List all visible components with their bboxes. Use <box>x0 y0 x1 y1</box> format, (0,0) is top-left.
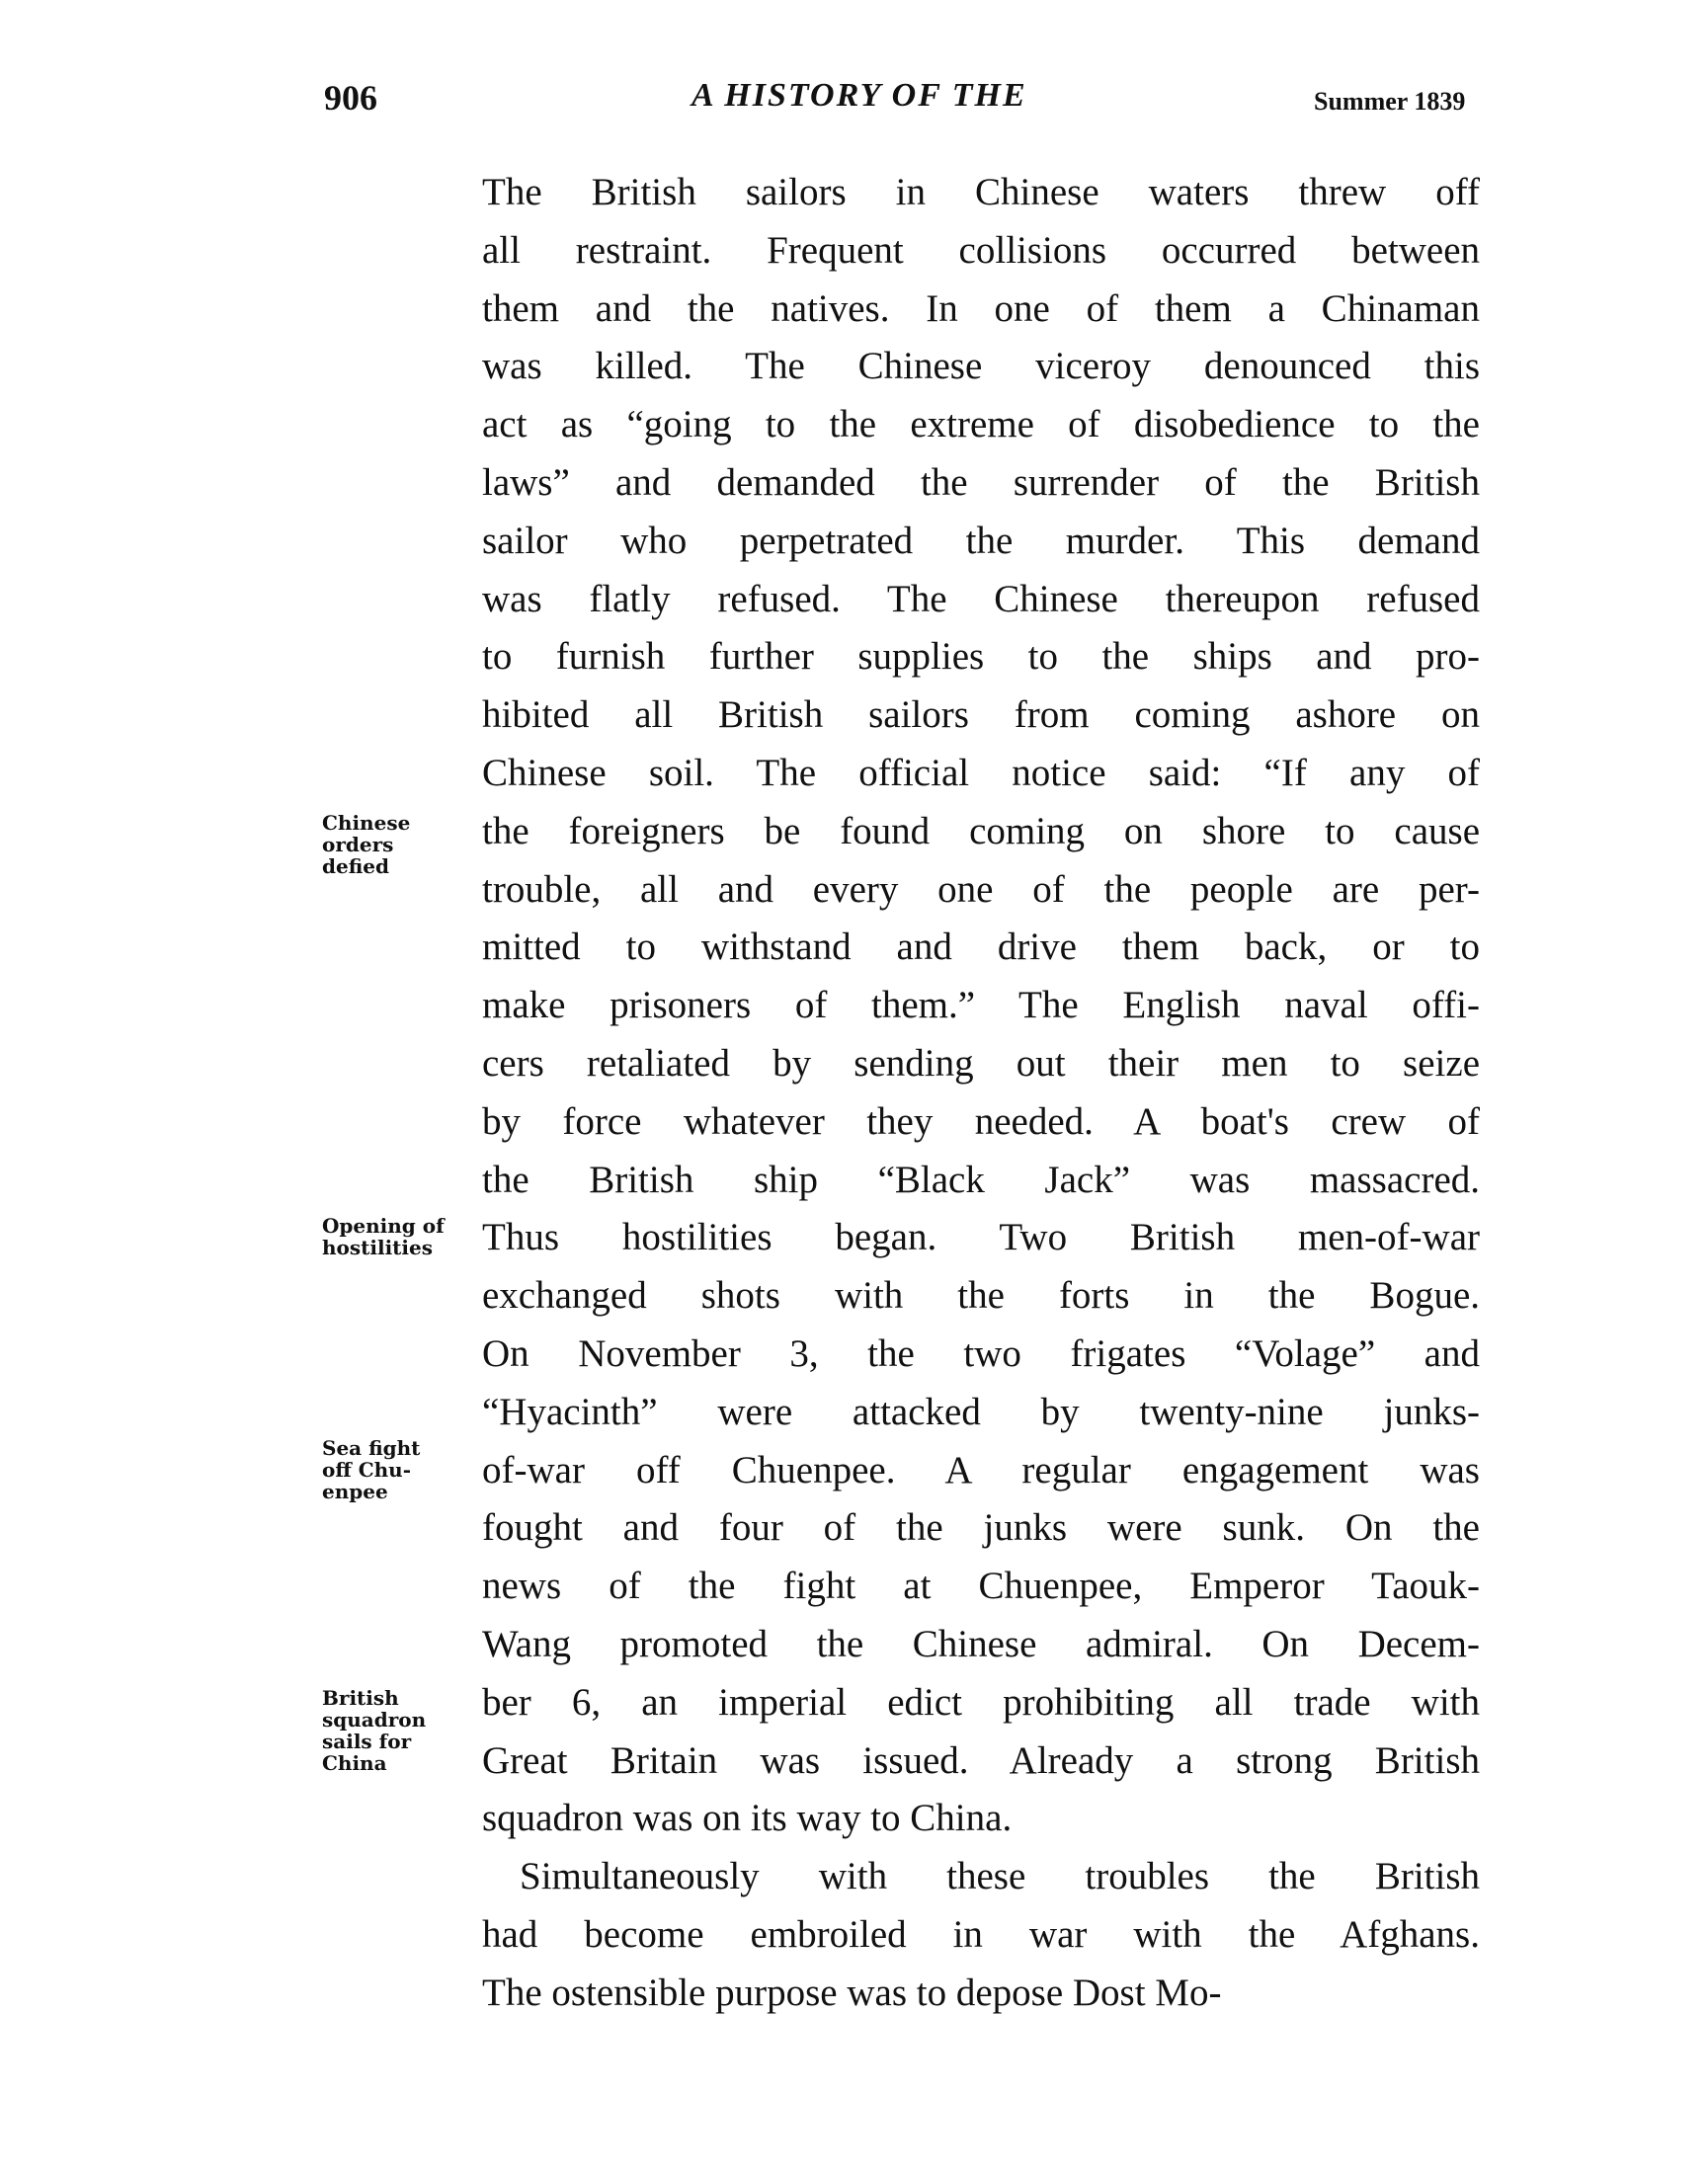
text-line: all restraint. Frequent collisions occurred between <box>482 228 1480 272</box>
margin-note-line: sails for <box>322 1730 412 1753</box>
text-line: On November 3, the two frigates “Volage” and <box>482 1331 1480 1375</box>
margin-note-line: off Chu- <box>322 1458 412 1482</box>
margin-note-line: China <box>322 1751 387 1775</box>
text-line: trouble, all and every one of the people are per- <box>482 867 1480 911</box>
text-line: squadron was on its way to China. <box>482 1797 1013 1840</box>
text-line: was killed. The Chinese viceroy denounced this <box>482 345 1480 388</box>
text-line: them and the natives. In one of them a Chinaman <box>482 286 1480 330</box>
text-line: Simultaneously with these troubles the British <box>520 1855 1480 1898</box>
text-line: fought and four of the junks were sunk. On the <box>482 1506 1480 1550</box>
text-line: make prisoners of them.” The English naval offi- <box>482 984 1480 1027</box>
text-line: hibited all British sailors from coming ashore on <box>482 693 1480 737</box>
text-line: news of the fight at Chuenpee, Emperor Taouk- <box>482 1565 1480 1608</box>
text-line: of-war off Chuenpee. A regular engagement was <box>482 1448 1480 1491</box>
text-line: The British sailors in Chinese waters threw off <box>482 171 1480 213</box>
margin-note-chinese-orders-defied <box>322 812 410 877</box>
text-line: sailor who perpetrated the murder. This demand <box>482 519 1480 562</box>
text-line: Great Britain was issued. Already a strong British <box>482 1738 1480 1782</box>
margin-note-line: orders <box>322 833 394 856</box>
margin-note-line: squadron <box>322 1708 427 1732</box>
text-line: Chinese soil. The official notice said: “If any of <box>482 751 1480 794</box>
text-line: the foreigners be found coming on shore to cause <box>482 809 1480 852</box>
margin-note-line: hostilities <box>322 1236 433 1259</box>
margin-note-line: Opening of <box>322 1214 445 1238</box>
text-line: had become embroiled in war with the Afghans. <box>482 1912 1480 1956</box>
text-line: exchanged shots with the forts in the Bogue. <box>482 1274 1480 1318</box>
text-line: was flatly refused. The Chinese thereupon refused <box>482 577 1480 620</box>
text-line: “Hyacinth” were attacked by twenty-nine junks- <box>482 1390 1480 1433</box>
margin-note-line: Chinese <box>322 811 411 835</box>
text-line: mitted to withstand and drive them back, or to <box>482 926 1480 969</box>
page-number: 906 <box>324 78 377 118</box>
margin-note-line: British <box>322 1686 399 1710</box>
text-line: cers retaliated by sending out their men to seize <box>482 1041 1480 1085</box>
margin-note-sea-fight <box>322 1437 420 1502</box>
margin-note-line: enpee <box>322 1480 388 1503</box>
margin-note-line: Sea fight <box>322 1436 421 1460</box>
margin-note-british-squadron <box>322 1687 426 1774</box>
running-title: A HISTORY OF THE <box>691 77 1027 114</box>
text-line: ber 6, an imperial edict prohibiting all trade with <box>482 1680 1480 1724</box>
margin-note-opening-of-hostilities <box>322 1215 445 1258</box>
text-line: act as “going to the extreme of disobedience to the <box>482 403 1480 446</box>
body-text <box>482 164 1480 2023</box>
running-date: Summer 1839 <box>1314 87 1466 116</box>
text-line: the British ship “Black Jack” was massacred. <box>482 1158 1480 1201</box>
text-line: Thus hostilities began. Two British men-of-war <box>482 1216 1480 1259</box>
text-line: The ostensible purpose was to depose Dost Mo- <box>482 1971 1222 2014</box>
text-line: Wang promoted the Chinese admiral. On Decem- <box>482 1622 1480 1665</box>
text-line: laws” and demanded the surrender of the British <box>482 460 1480 504</box>
text-line: by force whatever they needed. A boat's crew of <box>482 1099 1480 1143</box>
margin-note-line: defied <box>322 854 389 878</box>
text-line: to furnish further supplies to the ships and pro- <box>482 635 1480 679</box>
